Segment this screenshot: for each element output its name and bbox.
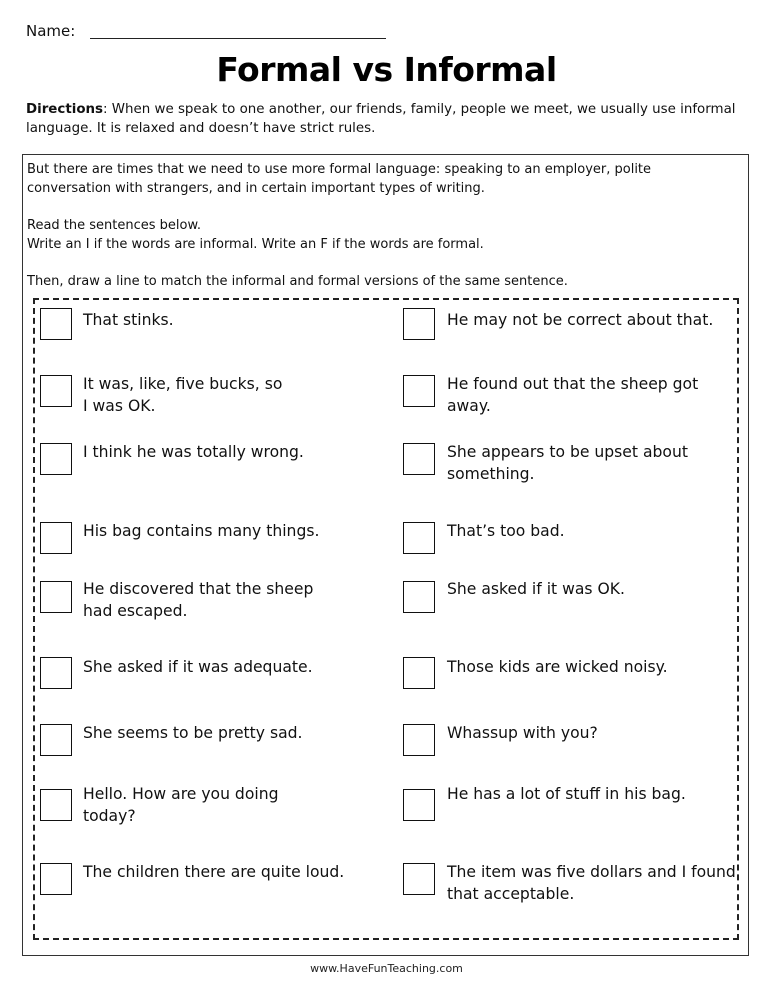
left-sentence-line2: today?: [83, 807, 136, 825]
right-answer-box[interactable]: [403, 581, 435, 613]
instructions-intro-2: conversation with strangers, and in certain important types of writing.: [27, 181, 485, 196]
left-sentence-line1: That stinks.: [83, 311, 174, 329]
left-sentence-line1: She asked if it was adequate.: [83, 658, 313, 676]
instructions-write: Write an I if the words are informal. Write an F if the words are formal.: [27, 237, 484, 252]
right-sentence-line1: Whassup with you?: [447, 724, 598, 742]
right-answer-box[interactable]: [403, 657, 435, 689]
directions-label: Directions: [26, 102, 104, 117]
left-sentence-line1: I think he was totally wrong.: [83, 443, 304, 461]
page-title: Formal vs Informal: [216, 50, 557, 89]
left-sentence-line2: I was OK.: [83, 397, 156, 415]
directions-text: : When we speak to one another, our friends, family, people we meet, we usually use informal language. It is relaxed and doesn’t have strict rules.: [26, 102, 736, 136]
left-answer-box[interactable]: [40, 443, 72, 475]
left-sentence-line1: She seems to be pretty sad.: [83, 724, 303, 742]
left-answer-box[interactable]: [40, 863, 72, 895]
right-answer-box[interactable]: [403, 522, 435, 554]
right-sentence-line1: He found out that the sheep got: [447, 375, 699, 393]
footer-url: www.HaveFunTeaching.com: [310, 962, 463, 975]
right-sentence-line1: The item was five dollars and I found: [447, 863, 736, 881]
left-answer-box[interactable]: [40, 308, 72, 340]
left-answer-box[interactable]: [40, 657, 72, 689]
right-sentence-line1: She appears to be upset about: [447, 443, 688, 461]
right-sentence-line1: She asked if it was OK.: [447, 580, 625, 598]
right-sentence-line1: Those kids are wicked noisy.: [447, 658, 668, 676]
left-sentence-line2: had escaped.: [83, 602, 188, 620]
instructions-read: Read the sentences below.: [27, 218, 202, 233]
left-answer-box[interactable]: [40, 724, 72, 756]
left-answer-box[interactable]: [40, 375, 72, 407]
right-sentence-line1: He may not be correct about that.: [447, 311, 714, 329]
right-sentence-line2: something.: [447, 465, 535, 483]
right-answer-box[interactable]: [403, 308, 435, 340]
left-sentence-line1: He discovered that the sheep: [83, 580, 314, 598]
right-sentence-line1: That’s too bad.: [447, 522, 565, 540]
right-answer-box[interactable]: [403, 375, 435, 407]
right-answer-box[interactable]: [403, 724, 435, 756]
right-sentence-line1: He has a lot of stuff in his bag.: [447, 785, 686, 803]
name-line[interactable]: [90, 38, 386, 39]
right-sentence-line2: away.: [447, 397, 491, 415]
right-answer-box[interactable]: [403, 443, 435, 475]
name-label: Name:: [26, 22, 76, 40]
left-sentence-line1: Hello. How are you doing: [83, 785, 279, 803]
left-sentence-line1: The children there are quite loud.: [83, 863, 345, 881]
left-answer-box[interactable]: [40, 789, 72, 821]
left-answer-box[interactable]: [40, 581, 72, 613]
left-sentence-line1: His bag contains many things.: [83, 522, 320, 540]
instructions-match: Then, draw a line to match the informal and formal versions of the same sentence.: [27, 274, 568, 289]
right-sentence-line2: that acceptable.: [447, 885, 575, 903]
left-sentence-line1: It was, like, five bucks, so: [83, 375, 283, 393]
left-answer-box[interactable]: [40, 522, 72, 554]
directions: [26, 100, 746, 138]
right-answer-box[interactable]: [403, 863, 435, 895]
right-answer-box[interactable]: [403, 789, 435, 821]
instructions-intro-1: But there are times that we need to use more formal language: speaking to an employer, polite: [27, 162, 652, 177]
